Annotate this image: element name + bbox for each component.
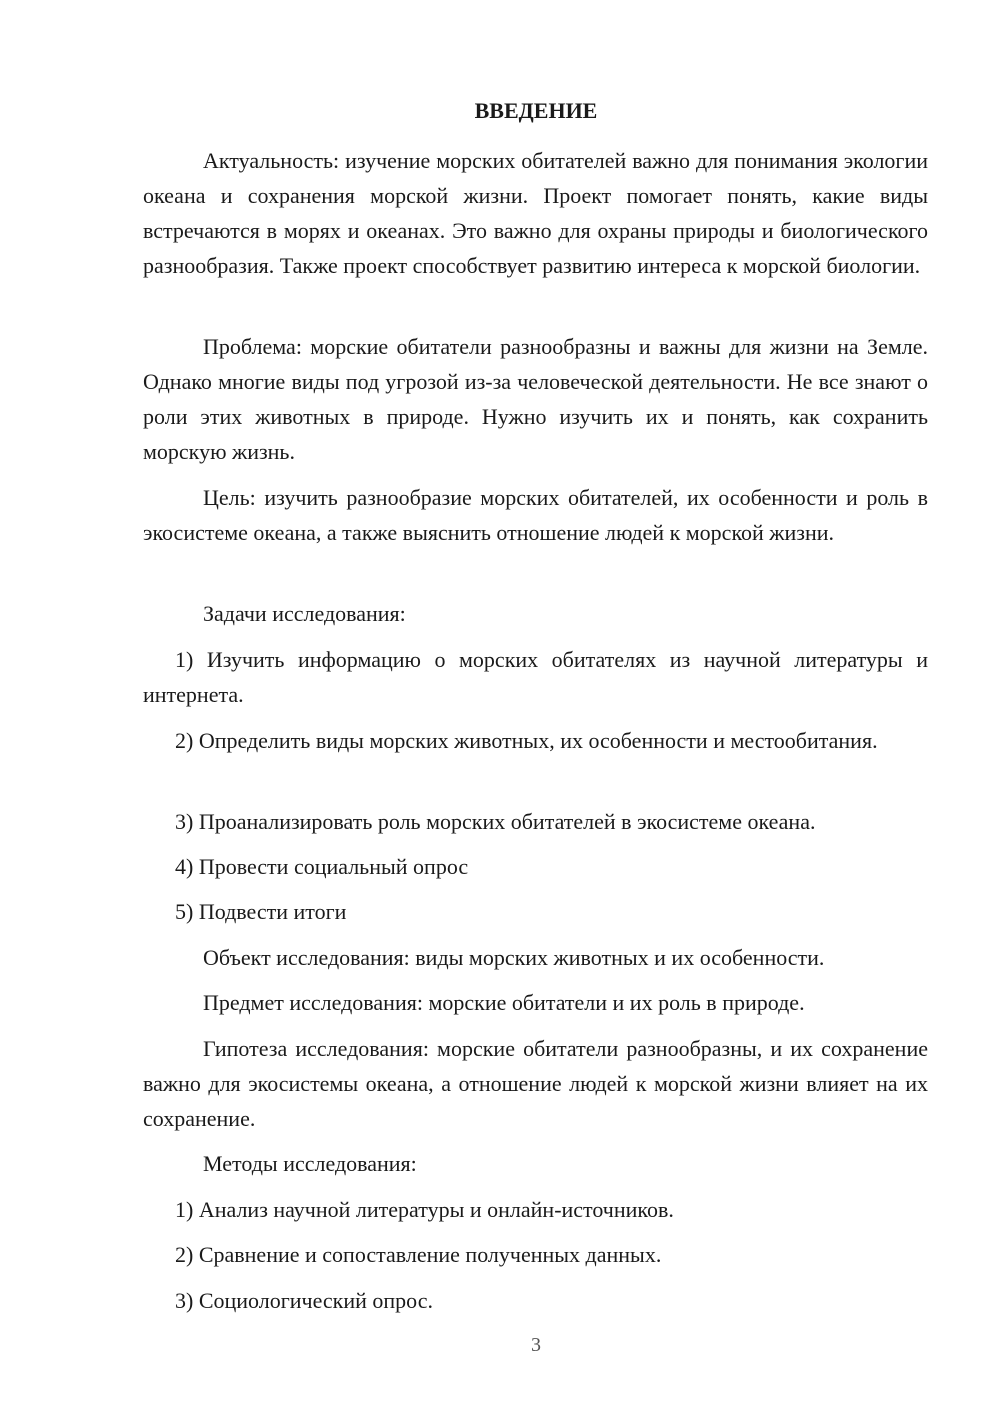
task-item: 3) Проанализировать роль морских обитателей в экосистеме океана. — [175, 809, 816, 834]
subject-paragraph: Предмет исследования: морские обитатели и их роль в природе. — [203, 990, 805, 1015]
task-item: 1) Изучить информацию о морских обитателях из научной литературы и интернета. — [143, 647, 928, 707]
method-item: 1) Анализ научной литературы и онлайн-источников. — [175, 1197, 674, 1222]
task-item: 4) Провести социальный опрос — [175, 854, 469, 879]
method-item: 2) Сравнение и сопоставление полученных данных. — [175, 1242, 662, 1267]
page-number: 3 — [531, 1334, 541, 1356]
relevance-paragraph: Актуальность: изучение морских обитателей важно для понимания экологии океана и сохранения морской жизни. Проект помогает понять, какие виды встречаются в морях и океанах. Это важно для охраны природы и биологического разнообразия. Также проект способствует развитию интереса к морской биологии. — [143, 148, 928, 278]
task-item: 2) Определить виды морских животных, их особенности и местообитания. — [175, 728, 878, 753]
task-item: 5) Подвести итоги — [175, 899, 347, 924]
hypothesis-paragraph: Гипотеза исследования: морские обитатели разнообразны, и их сохранение важно для экосистемы океана, а отношение людей к морской жизни влияет на их сохранение. — [143, 1036, 928, 1131]
problem-paragraph: Проблема: морские обитатели разнообразны и важны для жизни на Земле. Однако многие виды под угрозой из-за человеческой деятельности. Не все знают о роли этих животных в природе. Нужно изучить их и понять, как сохранить морскую жизнь. — [143, 334, 928, 464]
tasks-heading: Задачи исследования: — [203, 601, 406, 626]
object-paragraph: Объект исследования: виды морских животных и их особенности. — [203, 945, 825, 970]
section-title: ВВЕДЕНИЕ — [474, 98, 598, 123]
methods-heading: Методы исследования: — [203, 1151, 417, 1176]
goal-paragraph: Цель: изучить разнообразие морских обитателей, их особенности и роль в экосистеме океана, а также выяснить отношение людей к морской жизни. — [143, 485, 928, 545]
method-item: 3) Социологический опрос. — [175, 1288, 433, 1313]
